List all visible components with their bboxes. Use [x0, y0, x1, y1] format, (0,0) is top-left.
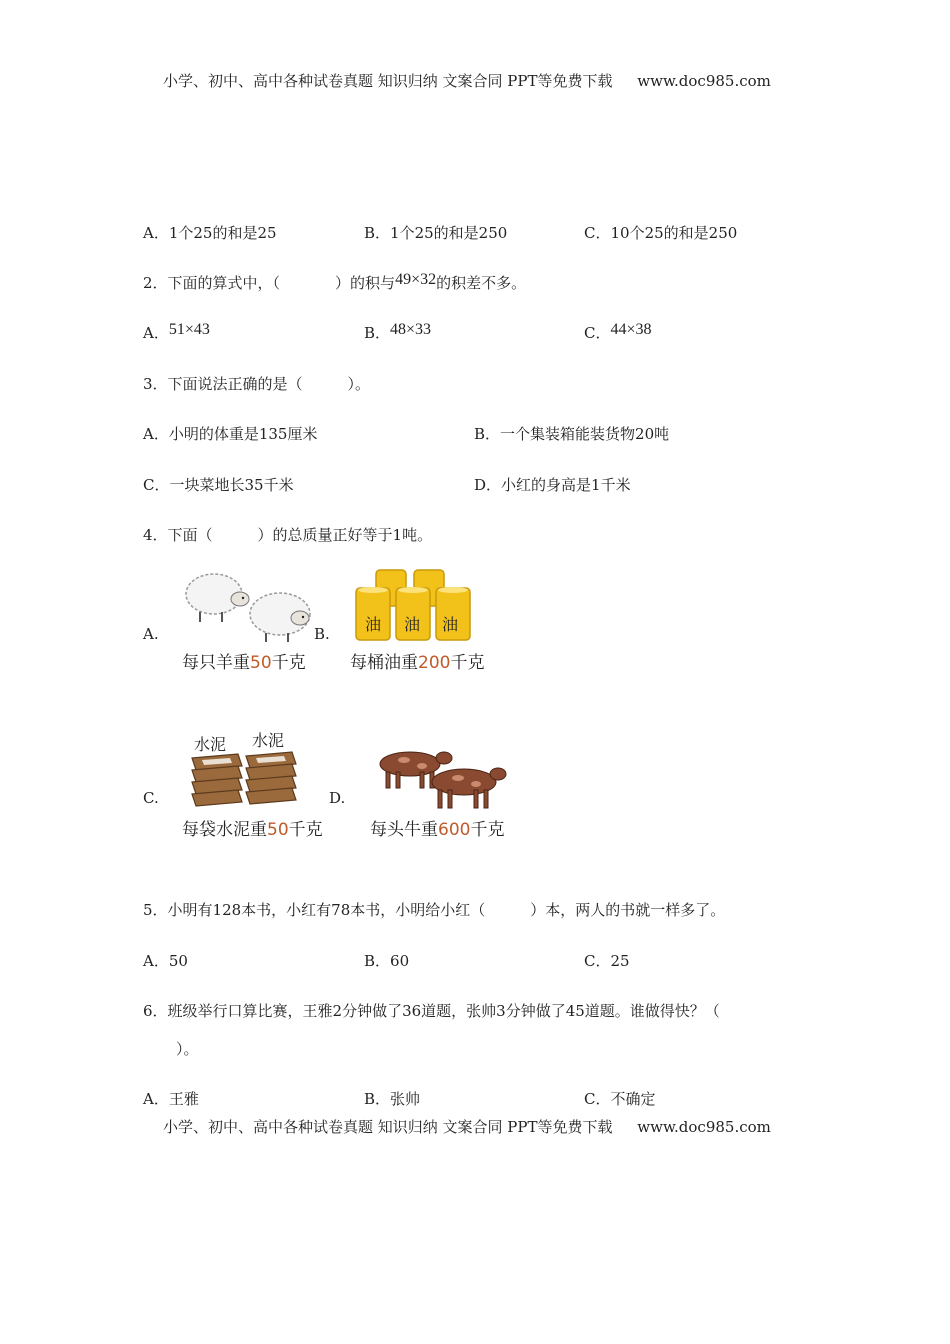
q6-stem-line2: ）。	[176, 1040, 199, 1058]
q2-option-c	[584, 322, 652, 343]
page-footer	[163, 1116, 771, 1137]
q2-option-a-label: A．	[143, 324, 169, 342]
q2-option-a	[143, 322, 210, 343]
caption-prefix: 每头牛重	[370, 820, 438, 840]
q3-stem: 3．下面说法正确的是（ ）。	[143, 375, 371, 393]
q4-option-a-caption	[182, 648, 306, 673]
q4-option-b-label: B.	[314, 625, 330, 643]
q4-option-d-caption	[370, 815, 504, 840]
cement-label-2: 水泥	[252, 731, 285, 750]
q2-suffix: 的积差不多。	[436, 274, 527, 292]
q4-option-d-label: D.	[329, 789, 346, 807]
q2-middle: ）的积与	[335, 274, 396, 292]
barrel-label-2: 油	[404, 615, 421, 634]
barrel-label-3: 油	[442, 615, 459, 634]
barrel-label-1: 油	[365, 615, 382, 634]
caption-prefix: 每袋水泥重	[182, 820, 267, 840]
q4-stem: 4．下面（ ）的总质量正好等于1吨。	[143, 526, 433, 544]
caption-number: 600	[438, 820, 471, 840]
footer-url: www.doc985.com	[637, 1118, 771, 1136]
q2-option-c-label: C．	[584, 324, 611, 342]
q5-option-b: B．60	[364, 952, 410, 970]
q5-stem: 5．小明有128本书，小红有78本书，小明给小红（ ）本，两人的书就一样多了。	[143, 901, 726, 919]
q3-option-c: C．一块菜地长35千米	[143, 476, 294, 494]
q4-option-c-caption	[182, 815, 323, 840]
caption-unit: 千克	[271, 653, 306, 673]
q5-option-a: A．50	[143, 952, 188, 970]
caption-unit: 千克	[450, 653, 485, 673]
sheep-2	[250, 593, 310, 642]
q3-option-b: B．一个集装箱能装货物20吨	[474, 425, 670, 443]
q1-option-a: A．1个25的和是25	[143, 224, 277, 242]
caption-unit: 千克	[470, 820, 505, 840]
q3-option-d: D．小红的身高是1千米	[474, 476, 631, 494]
q2-option-b-expr: 48×33	[390, 321, 432, 338]
header-text: 小学、初中、高中各种试卷真题 知识归纳 文案合同 PPT等免费下载	[163, 72, 613, 90]
q4-option-b-caption	[350, 648, 484, 673]
q5-option-c: C．25	[584, 952, 630, 970]
q2-expression: 49×32	[395, 271, 437, 288]
q3-option-a: A．小明的体重是135厘米	[143, 425, 318, 443]
q2-option-b-label: B．	[364, 324, 391, 342]
q2-option-c-expr: 44×38	[610, 321, 652, 338]
q4-option-a-label: A.	[143, 625, 159, 643]
cows-illustration	[368, 742, 508, 812]
cement-bags-illustration	[186, 752, 302, 814]
header-url: www.doc985.com	[637, 72, 771, 90]
caption-prefix: 每桶油重	[350, 653, 418, 673]
footer-text: 小学、初中、高中各种试卷真题 知识归纳 文案合同 PPT等免费下载	[163, 1118, 613, 1136]
caption-number: 50	[267, 820, 289, 840]
q4-option-c-label: C.	[143, 789, 159, 807]
sheep-1	[186, 574, 249, 622]
page-header	[163, 70, 771, 91]
q6-option-c: C．不确定	[584, 1090, 656, 1108]
sheep-illustration	[182, 566, 322, 646]
q1-option-c: C．10个25的和是250	[584, 224, 738, 242]
q2-stem	[143, 272, 526, 293]
q2-prefix: 2．下面的算式中，（	[143, 274, 281, 292]
q2-option-a-expr: 51×43	[168, 321, 210, 338]
q6-option-b: B．张帅	[364, 1090, 421, 1108]
caption-number: 200	[418, 653, 451, 673]
q2-option-b	[364, 322, 431, 343]
q6-stem-line1: 6．班级举行口算比赛，王雅2分钟做了36道题，张帅3分钟做了45道题。谁做得快？（	[143, 1002, 720, 1020]
q1-option-b: B．1个25的和是250	[364, 224, 508, 242]
caption-number: 50	[250, 653, 272, 673]
cement-label-1: 水泥	[194, 735, 227, 754]
cow-2	[432, 768, 506, 808]
caption-prefix: 每只羊重	[182, 653, 250, 673]
q6-option-a: A．王雅	[143, 1090, 199, 1108]
caption-unit: 千克	[288, 820, 323, 840]
